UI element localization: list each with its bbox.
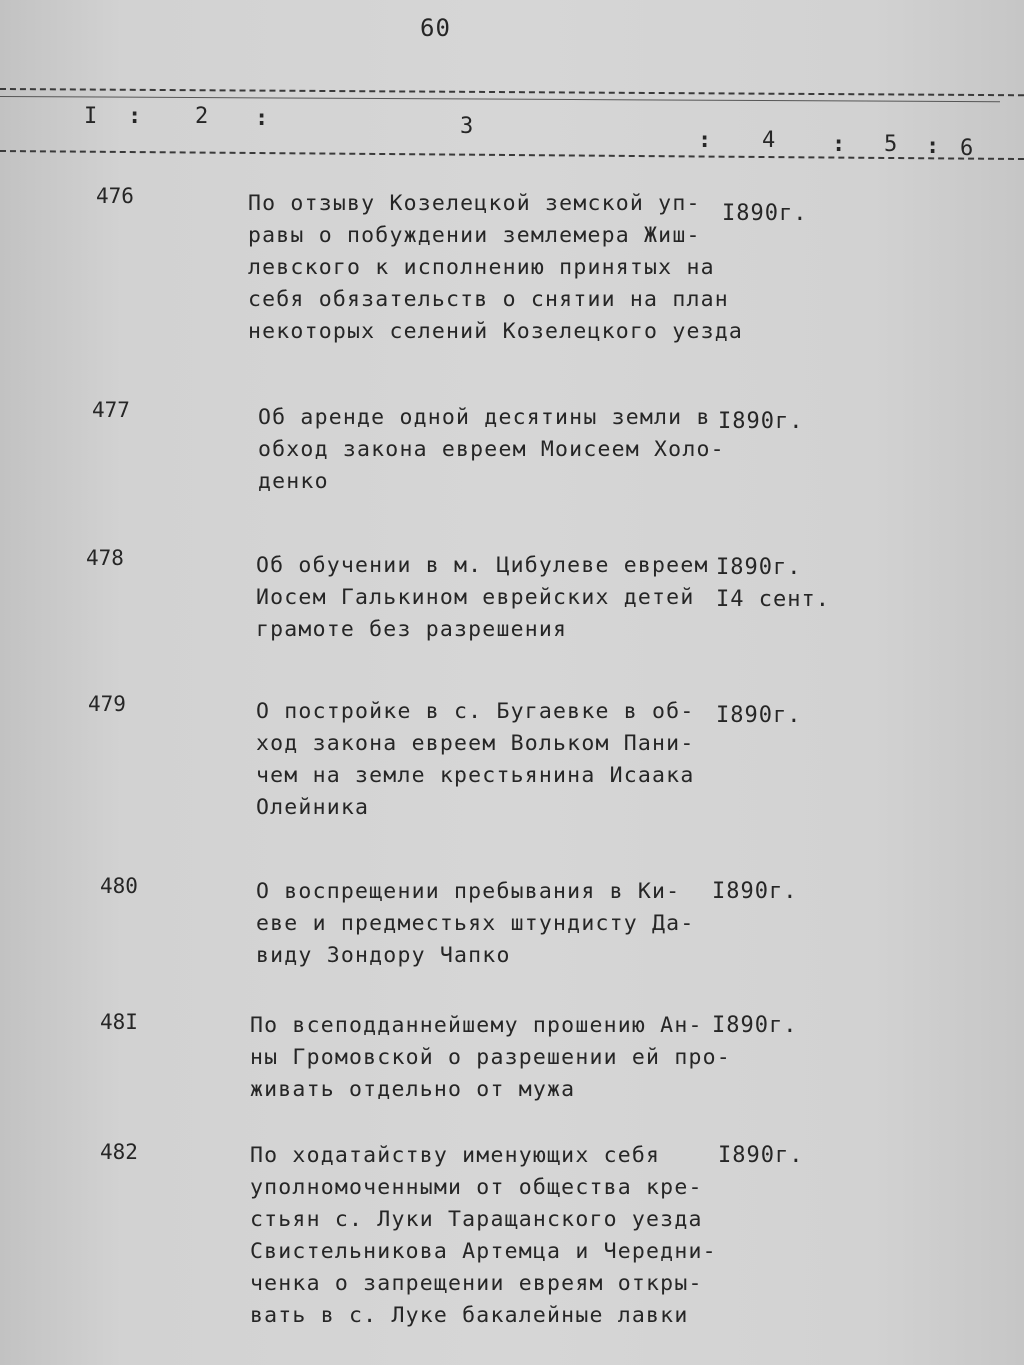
column-separator: : (128, 104, 142, 129)
page-number: 60 (420, 14, 451, 42)
description-line: вать в с. Луке бакалейные лавки (250, 1303, 689, 1328)
description-line: Свистельникова Артемца и Чередни- (250, 1239, 717, 1264)
date-line: I890г. (712, 879, 798, 904)
description-line: Иосем Галькином еврейских детей (256, 585, 695, 610)
description-line: уполномоченными от общества кре- (250, 1175, 703, 1200)
record-date (716, 700, 801, 732)
record-description (248, 188, 744, 348)
record-date (712, 876, 797, 908)
header-mid-rule (0, 96, 1000, 102)
column-header-1: I (84, 104, 98, 129)
header-bottom-rule (0, 150, 1024, 160)
description-line: левского к исполнению принятых на (248, 255, 715, 280)
column-separator: : (926, 134, 940, 159)
column-header-3: 3 (460, 114, 474, 139)
column-header-5: 5 (884, 132, 898, 157)
record-description (256, 876, 726, 972)
column-header-6: 6 (960, 136, 974, 161)
record-description (256, 550, 726, 646)
date-line: I890г. (722, 201, 808, 226)
date-line: I4 сент. (716, 587, 830, 612)
description-line: ны Громовской о разрешении ей про- (250, 1045, 731, 1070)
description-line: стьян с. Луки Таращанского уезда (250, 1207, 703, 1232)
description-line: обход закона евреем Моисеем Холо- (258, 437, 725, 462)
description-line: денко (258, 469, 329, 494)
record-description (250, 1140, 720, 1332)
record-description (256, 696, 726, 824)
record-date (716, 552, 830, 616)
description-line: Об обучении в м. Цибулеве евреем (256, 553, 709, 578)
record-date (718, 406, 803, 438)
column-separator: : (698, 128, 712, 153)
column-separator: : (255, 106, 269, 131)
description-line: Об аренде одной десятины земли в (258, 405, 711, 430)
record-number: 482 (100, 1140, 138, 1164)
record-number: 48I (100, 1010, 138, 1034)
description-line: себя обязательств о снятии на план (248, 287, 729, 312)
record-number: 478 (86, 546, 124, 570)
description-line: виду Зондору Чапко (256, 943, 511, 968)
description-line: О воспрещении пребывания в Ки- (256, 879, 681, 904)
description-line: По всеподданнейшему прошению Ан- (250, 1013, 703, 1038)
description-line: еве и предместьях штундисту Да- (256, 911, 695, 936)
description-line: чем на земле крестьянина Исаака (256, 763, 695, 788)
date-line: I890г. (716, 555, 802, 580)
description-line: ход закона евреем Вольком Пани- (256, 731, 695, 756)
date-line: I890г. (718, 1143, 804, 1168)
description-line: некоторых селений Козелецкого уезда (248, 319, 744, 344)
record-description (250, 1010, 731, 1106)
record-description (258, 402, 728, 498)
record-number: 479 (88, 692, 126, 716)
description-line: О постройке в с. Бугаевке в об- (256, 699, 695, 724)
column-header-2: 2 (195, 104, 209, 129)
record-date (722, 198, 807, 230)
record-number: 476 (96, 184, 134, 208)
date-line: I890г. (712, 1013, 798, 1038)
date-line: I890г. (716, 703, 802, 728)
record-date (712, 1010, 797, 1042)
record-date (718, 1140, 803, 1172)
column-header-4: 4 (762, 128, 776, 153)
description-line: По отзыву Козелецкой земской уп- (248, 191, 701, 216)
description-line: живать отдельно от мужа (250, 1077, 576, 1102)
description-line: равы о побуждении землемера Жиш- (248, 223, 701, 248)
record-number: 477 (92, 398, 130, 422)
column-separator: : (832, 132, 846, 157)
description-line: грамоте без разрешения (256, 617, 568, 642)
description-line: ченка о запрещении евреям откры- (250, 1271, 703, 1296)
header-top-rule (0, 88, 1024, 96)
date-line: I890г. (718, 409, 804, 434)
record-number: 480 (100, 874, 138, 898)
description-line: По ходатайству именующих себя (250, 1143, 661, 1168)
description-line: Олейника (256, 795, 370, 820)
